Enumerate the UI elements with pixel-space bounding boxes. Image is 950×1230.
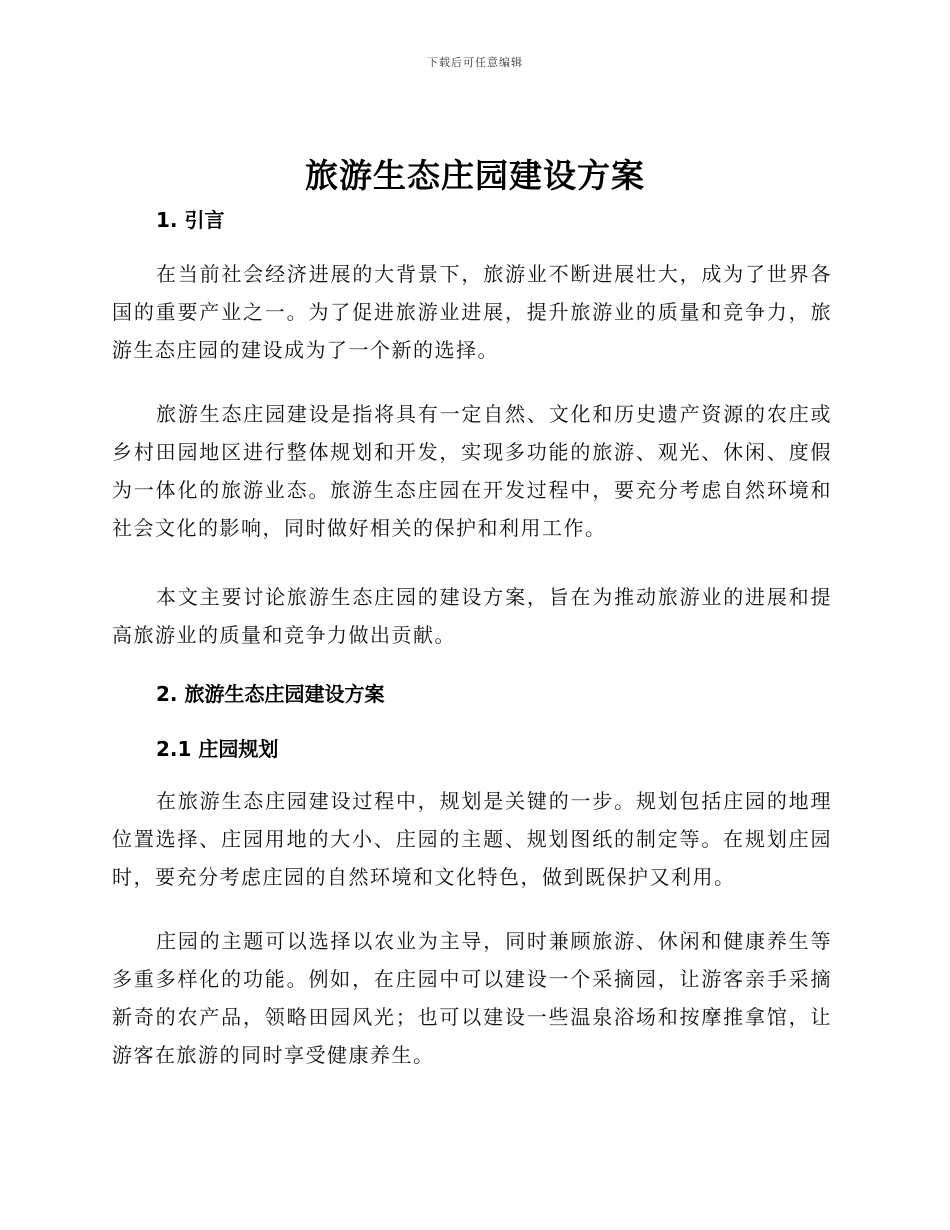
paragraph-intro-3: 本文主要讨论旅游生态庄园的建设方案，旨在为推动旅游业的进展和提高旅游业的质量和竞争力做出贡献。 bbox=[112, 585, 832, 647]
paragraph-planning-1: 在旅游生态庄园建设过程中，规划是关键的一步。规划包括庄园的地理位置选择、庄园用地的大小、庄园的主题、规划图纸的制定等。在规划庄园时，要充分考虑庄园的自然环境和文化特色，做到既保护又利用。 bbox=[112, 789, 832, 889]
header-note: 下载后可任意编辑 bbox=[427, 56, 523, 69]
subsection-heading-planning: 2.1 庄园规划 bbox=[156, 737, 279, 761]
document-title: 旅游生态庄园建设方案 bbox=[305, 156, 645, 195]
paragraph-intro-2: 旅游生态庄园建设是指将具有一定自然、文化和历史遗产资源的农庄或乡村田园地区进行整体规划和开发，实现多功能的旅游、观光、休闲、度假为一体化的旅游业态。旅游生态庄园在开发过程中，要充分考虑自然环境和社会文化的影响，同时做好相关的保护和利用工作。 bbox=[112, 402, 832, 540]
section-heading-intro: 1. 引言 bbox=[156, 208, 225, 232]
section-heading-plan: 2. 旅游生态庄园建设方案 bbox=[156, 682, 385, 706]
paragraph-planning-2: 庄园的主题可以选择以农业为主导，同时兼顾旅游、休闲和健康养生等多重多样化的功能。例如，在庄园中可以建设一个采摘园，让游客亲手采摘新奇的农产品，领略田园风光；也可以建设一些温泉浴场和按摩推拿馆，让游客在旅游的同时享受健康养生。 bbox=[112, 929, 832, 1067]
paragraph-intro-1: 在当前社会经济进展的大背景下，旅游业不断进展壮大，成为了世界各国的重要产业之一。为了促进旅游业进展，提升旅游业的质量和竞争力，旅游生态庄园的建设成为了一个新的选择。 bbox=[112, 262, 832, 362]
